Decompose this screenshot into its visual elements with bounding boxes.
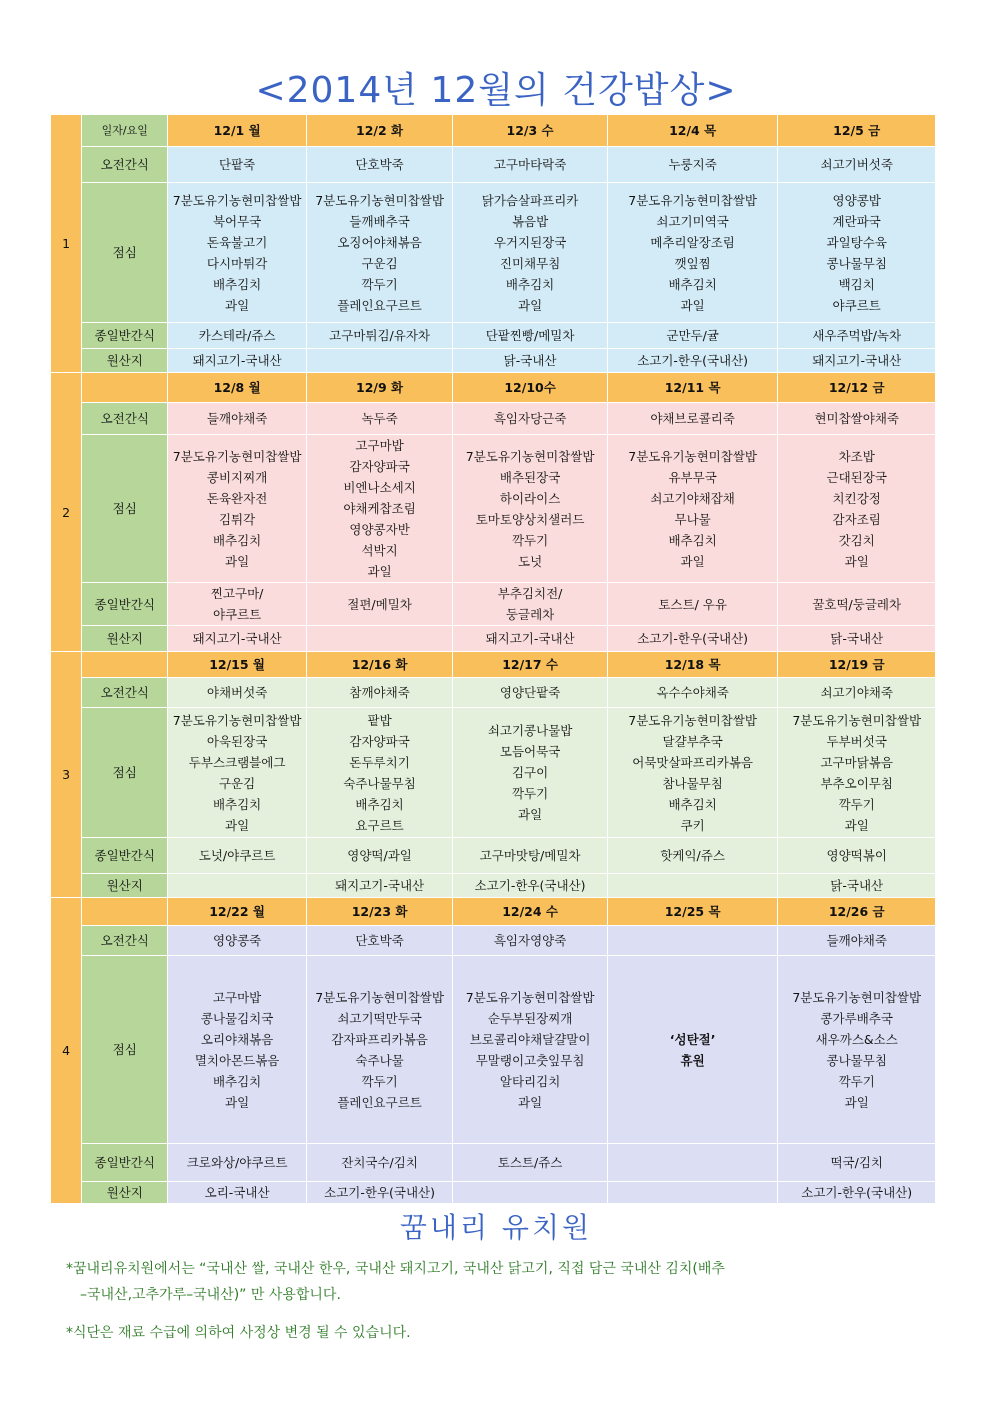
lunch-item: 과일 [844,553,869,569]
date-header: 12/12 금 [778,373,936,403]
morning-snack: 단팥죽 [168,147,306,183]
lunch-item: 두부버섯국 [826,733,887,749]
lunch-item: 배추김치 [212,276,262,292]
morning-snack: 고구마타락죽 [453,147,608,183]
lunch-item: 오리야채볶음 [200,1031,274,1047]
morning-snack: 영양단팥죽 [453,678,608,708]
lunch-item: 배추김치 [355,796,404,812]
afternoon-snack: 잔치국수/김치 [306,1144,452,1182]
date-day-label: 일자/요일 [82,115,168,147]
lunch-item: 깍두기 [838,1073,875,1089]
morning-snack: 들깨야채죽 [778,926,936,956]
afternoon-snack: 새우주먹밥/녹차 [778,323,936,349]
lunch-item: 플레인요구르트 [337,297,422,313]
lunch-item: 감자양파국 [349,733,410,749]
origin: 돼지고기-국내산 [168,626,306,652]
date-header: 12/9 화 [306,373,452,403]
date-header: 12/10수 [453,373,608,403]
lunch-item: 7분도유기농현미찹쌀밥 [465,448,595,464]
afternoon-item: 둥글레차 [505,607,555,622]
lunch-menu [306,708,452,838]
lunch-item: 7분도유기농현미찹쌀밥 [792,712,922,728]
lunch-item: 오징어야채볶음 [337,234,422,250]
date-header: 12/23 화 [306,898,452,926]
lunch-item: 쇠고기야채잡채 [650,490,735,506]
origin [453,1182,608,1204]
lunch-item: 돈두루치기 [349,754,410,770]
afternoon-snack [778,583,936,626]
lunch-item: 과일탕수육 [826,234,887,250]
afternoon-snack-label: 종일반간식 [82,838,168,874]
lunch-menu [168,956,306,1144]
lunch-item: 도넛 [518,553,543,569]
lunch-item: 근대된장국 [826,469,887,485]
afternoon-snack: 크로와상/야쿠르트 [168,1144,306,1182]
lunch-item: 볶음밥 [511,213,549,229]
morning-snack: 흑임자당근죽 [453,403,608,435]
lunch-item: 돈육불고기 [206,234,268,250]
lunch-menu [453,183,608,323]
lunch-item: 콩나물무침 [826,255,887,271]
lunch-item: 백김치 [838,276,875,292]
afternoon-item: 꿀호떡/둥글레차 [812,596,902,612]
lunch-item: 7분도유기농현미찹쌀밥 [628,448,757,464]
date-header: 12/25 목 [607,898,778,926]
lunch-item: 김구이 [511,765,549,780]
week-number: 4 [51,898,82,1204]
afternoon-snack [607,583,778,626]
morning-snack: 현미찹쌀야채죽 [778,403,936,435]
afternoon-item: 야쿠르트 [212,607,262,622]
afternoon-snack: 영양떡볶이 [778,838,936,874]
origin-label: 원산지 [82,626,168,652]
lunch-item: 쇠고기콩나물밥 [487,723,573,738]
lunch-item: 과일 [225,297,250,313]
ingredient-notice-line: –국내산,고추가루–국내산)” 만 사용합니다. [80,1287,341,1303]
lunch-item: 감자조림 [832,511,881,527]
lunch-item: 7분도유기농현미찹쌀밥 [465,989,595,1005]
lunch-item: 모듬어묵국 [499,744,561,759]
holiday-closed: 휴원 [680,1052,705,1068]
lunch-item: 감자파프리카볶음 [331,1031,428,1047]
lunch-item: 갓김치 [838,532,875,548]
week-number: 1 [51,115,82,373]
lunch-item: 순두부된장찌개 [487,1010,573,1026]
morning-snack: 녹두죽 [306,403,452,435]
origin: 돼지고기-국내산 [168,349,306,373]
afternoon-snack-label: 종일반간식 [82,583,168,626]
morning-snack: 단호박죽 [306,926,452,956]
afternoon-snack: 떡국/김치 [778,1144,936,1182]
lunch-menu [607,435,778,583]
lunch-item: 숙주나물 [355,1052,404,1068]
lunch-item: 고구마밥 [355,438,404,453]
lunch-item: 깍두기 [511,532,549,548]
morning-snack: 영양콩죽 [168,926,306,956]
lunch-item: 토마토양상치샐러드 [475,511,585,527]
morning-snack-label: 오전간식 [82,403,168,435]
lunch-item: 감자양파국 [349,459,410,474]
lunch-item: 과일 [518,297,543,313]
week-1 [51,115,936,373]
lunch-item: 콩나물무침 [826,1052,887,1068]
lunch-item: 7분도유기농현미찹쌀밥 [172,192,302,208]
ingredient-notice [66,1256,946,1308]
lunch-item: 숙주나물무침 [343,775,416,791]
morning-snack-label: 오전간식 [82,678,168,708]
lunch-item: 영양콩밥 [832,192,881,208]
lunch-item: 깍두기 [361,276,398,292]
lunch-item: 우거지된장국 [493,234,567,250]
lunch-item: 메추리알장조림 [650,234,735,250]
date-header: 12/5 금 [778,115,936,147]
morning-snack: 야채버섯죽 [168,678,306,708]
lunch-label: 점심 [82,435,168,583]
lunch-item: 돈육완자전 [206,490,268,506]
lunch-item: 배추김치 [668,276,717,292]
afternoon-snack: 고구마맛탕/메밀차 [453,838,608,874]
lunch-item: 쇠고기떡만두국 [337,1010,422,1026]
lunch-menu [607,708,778,838]
origin: 돼지고기-국내산 [778,349,936,373]
lunch-item: 콩나물김치국 [200,1010,274,1026]
origin: 닭-국내산 [453,349,608,373]
afternoon-snack: 카스테라/쥬스 [168,323,306,349]
origin: 돼지고기-국내산 [306,874,452,898]
afternoon-item: 절편/메밀차 [347,596,412,612]
lunch-item: 북어무국 [212,213,262,229]
afternoon-snack [607,1144,778,1182]
origin: 돼지고기-국내산 [453,626,608,652]
lunch-item: 콩가루배추국 [820,1010,893,1026]
lunch-menu [778,435,936,583]
lunch-item: 진미채무침 [499,255,561,271]
lunch-item: 고구마밥 [212,989,262,1005]
page-title: <2014년 12월의 건강밥상> [255,70,737,111]
date-header: 12/3 수 [453,115,608,147]
afternoon-snack: 군만두/귤 [607,323,778,349]
lunch-item: 과일 [844,817,869,833]
lunch-menu [453,956,608,1144]
origin: 소고기-한우(국내산) [778,1182,936,1204]
lunch-item: 7분도유기농현미찹쌀밥 [628,192,757,208]
lunch-item: 브로콜리야채달걀말이 [469,1031,591,1047]
lunch-item: 과일 [844,1094,869,1110]
header-blank [82,898,168,926]
lunch-menu [168,708,306,838]
lunch-item: 요구르트 [355,817,404,833]
lunch-item: 구운김 [361,255,398,271]
afternoon-item: 찐고구마/ [210,586,264,601]
lunch-item: 과일 [518,807,543,822]
origin-label: 원산지 [82,349,168,373]
lunch-item: 배추김치 [212,1073,262,1089]
afternoon-snack-label: 종일반간식 [82,323,168,349]
morning-snack: 쇠고기야채죽 [778,678,936,708]
lunch-menu [306,183,452,323]
lunch-item: 과일 [680,553,705,569]
lunch-menu [168,435,306,583]
lunch-item: 김튀각 [218,511,256,527]
lunch-item: 새우까스&소스 [815,1031,898,1047]
lunch-item: 차조밥 [838,448,875,464]
lunch-label: 점심 [82,708,168,838]
date-header: 12/22 월 [168,898,306,926]
date-header: 12/17 수 [453,652,608,678]
lunch-label: 점심 [82,956,168,1144]
origin [306,626,452,652]
lunch-item: 들깨배추국 [349,213,410,229]
origin: 소고기-한우(국내산) [607,626,778,652]
lunch-item: 쇠고기미역국 [656,213,729,229]
origin [168,874,306,898]
lunch-item: 석박지 [361,543,398,558]
lunch-item: 치킨강정 [832,490,881,506]
week-4 [51,898,936,1204]
lunch-item: 유부무국 [668,469,717,485]
lunch-item: 멸치아몬드볶음 [194,1052,280,1068]
lunch-item: 참나물무침 [662,775,723,791]
lunch-menu [168,183,306,323]
origin: 닭-국내산 [778,626,936,652]
lunch-item: 배추김치 [668,532,717,548]
date-header: 12/8 월 [168,373,306,403]
lunch-item: 깍두기 [511,786,549,801]
lunch-item: 무나물 [674,511,711,527]
lunch-item: 7분도유기농현미찹쌀밥 [628,712,757,728]
date-header: 12/4 목 [607,115,778,147]
lunch-menu [306,435,452,583]
lunch-item: 7분도유기농현미찹쌀밥 [172,712,302,728]
lunch-item: 플레인요구르트 [337,1094,422,1110]
lunch-item: 과일 [225,1094,250,1110]
lunch-item: 야쿠르트 [832,297,881,313]
lunch-item: 배추김치 [668,796,717,812]
lunch-menu [453,708,608,838]
lunch-item: 7분도유기농현미찹쌀밥 [792,989,922,1005]
lunch-item: 7분도유기농현미찹쌀밥 [315,989,444,1005]
holiday-name: ‘성탄절’ [669,1031,716,1047]
lunch-item: 콩비지찌개 [206,469,268,485]
lunch-item: 무말랭이고춧잎무침 [475,1052,585,1068]
lunch-item: 야채케찹조림 [343,501,416,516]
morning-snack: 참깨야채죽 [306,678,452,708]
lunch-menu [778,708,936,838]
date-header: 12/15 월 [168,652,306,678]
morning-snack: 흑임자영양죽 [453,926,608,956]
lunch-item: 다시마튀각 [206,255,268,271]
lunch-item: 아욱된장국 [206,733,268,749]
week-3 [51,652,936,898]
header-blank [82,373,168,403]
origin: 소고기-한우(국내산) [306,1182,452,1204]
lunch-item: 팥밥 [367,712,392,728]
lunch-item: 과일 [225,817,250,833]
lunch-item: 구운김 [218,775,256,791]
morning-snack: 누룽지죽 [607,147,778,183]
lunch-item: 어묵맛살파프리카볶음 [632,754,754,770]
afternoon-item: 토스트/ 우유 [658,596,727,612]
lunch-menu [778,956,936,1144]
lunch-item: 두부스크램블에그 [188,754,286,770]
school-name: 꿈내리 유치원 [399,1211,593,1244]
lunch-item: 고구마닭볶음 [820,754,893,770]
morning-snack-label: 오전간식 [82,926,168,956]
lunch-item: 과일 [225,553,250,569]
origin: 오리-국내산 [168,1182,306,1204]
date-header: 12/24 수 [453,898,608,926]
afternoon-snack: 고구마튀김/유자차 [306,323,452,349]
lunch-item: 배추김치 [212,532,262,548]
lunch-item: 쿠키 [680,817,705,833]
morning-snack: 쇠고기버섯죽 [778,147,936,183]
lunch-item: 부추오이무침 [820,775,893,791]
date-header: 12/26 금 [778,898,936,926]
morning-snack [607,926,778,956]
week-2 [51,373,936,652]
lunch-menu [453,435,608,583]
lunch-item: 닭가슴살파프리카 [481,192,579,208]
morning-snack: 단호박죽 [306,147,452,183]
afternoon-snack [453,583,608,626]
afternoon-snack-label: 종일반간식 [82,1144,168,1182]
lunch-item: 과일 [518,1094,543,1110]
morning-snack: 옥수수야채죽 [607,678,778,708]
lunch-label: 점심 [82,183,168,323]
header-blank [82,652,168,678]
afternoon-snack [306,583,452,626]
morning-snack: 야채브로콜리죽 [607,403,778,435]
lunch-item: 하이라이스 [499,490,561,506]
lunch-item: 배추김치 [212,796,262,812]
week-number: 3 [51,652,82,898]
origin-label: 원산지 [82,874,168,898]
morning-snack: 들깨야채죽 [168,403,306,435]
lunch-item: 배추김치 [505,276,555,292]
afternoon-snack: 단팥찐빵/메밀차 [453,323,608,349]
week-number: 2 [51,373,82,652]
lunch-item: 깻잎찜 [674,255,711,271]
origin: 소고기-한우(국내산) [607,349,778,373]
lunch-menu [607,183,778,323]
lunch-item: 과일 [367,564,392,579]
lunch-menu [306,956,452,1144]
lunch-item: 비엔나소세지 [343,480,416,495]
lunch-item: 배추된장국 [499,469,561,485]
lunch-menu [778,183,936,323]
holiday-notice [607,956,778,1144]
origin [607,874,778,898]
afternoon-snack: 도넛/야쿠르트 [168,838,306,874]
date-header: 12/16 화 [306,652,452,678]
afternoon-snack [168,583,306,626]
lunch-item: 7분도유기농현미찹쌀밥 [315,192,444,208]
date-header: 12/11 목 [607,373,778,403]
lunch-item: 계란파국 [832,213,881,229]
origin: 닭-국내산 [778,874,936,898]
change-notice: *식단은 재료 수급에 의하여 사정상 변경 될 수 있습니다. [66,1325,411,1341]
origin-label: 원산지 [82,1182,168,1204]
afternoon-snack: 영양떡/과일 [306,838,452,874]
afternoon-snack: 토스트/쥬스 [453,1144,608,1182]
lunch-item: 달걀부추국 [662,733,723,749]
date-header: 12/18 목 [607,652,778,678]
origin: 소고기-한우(국내산) [453,874,608,898]
date-header: 12/1 월 [168,115,306,147]
lunch-item: 알타리김치 [499,1073,561,1089]
afternoon-item: 부추김치전/ [497,586,563,601]
lunch-item: 영양콩자반 [349,522,410,537]
lunch-item: 7분도유기농현미찹쌀밥 [172,448,302,464]
origin [607,1182,778,1204]
date-header: 12/2 화 [306,115,452,147]
morning-snack-label: 오전간식 [82,147,168,183]
meal-plan-table [50,114,936,1204]
lunch-item: 깍두기 [361,1073,398,1089]
lunch-item: 과일 [680,297,705,313]
origin [306,349,452,373]
ingredient-notice-line: *꿈내리유치원에서는 “국내산 쌀, 국내산 한우, 국내산 돼지고기, 국내산 닭고기, 직접 담근 국내산 김치(배추 [66,1261,725,1277]
afternoon-snack: 핫케익/쥬스 [607,838,778,874]
lunch-item: 깍두기 [838,796,875,812]
date-header: 12/19 금 [778,652,936,678]
